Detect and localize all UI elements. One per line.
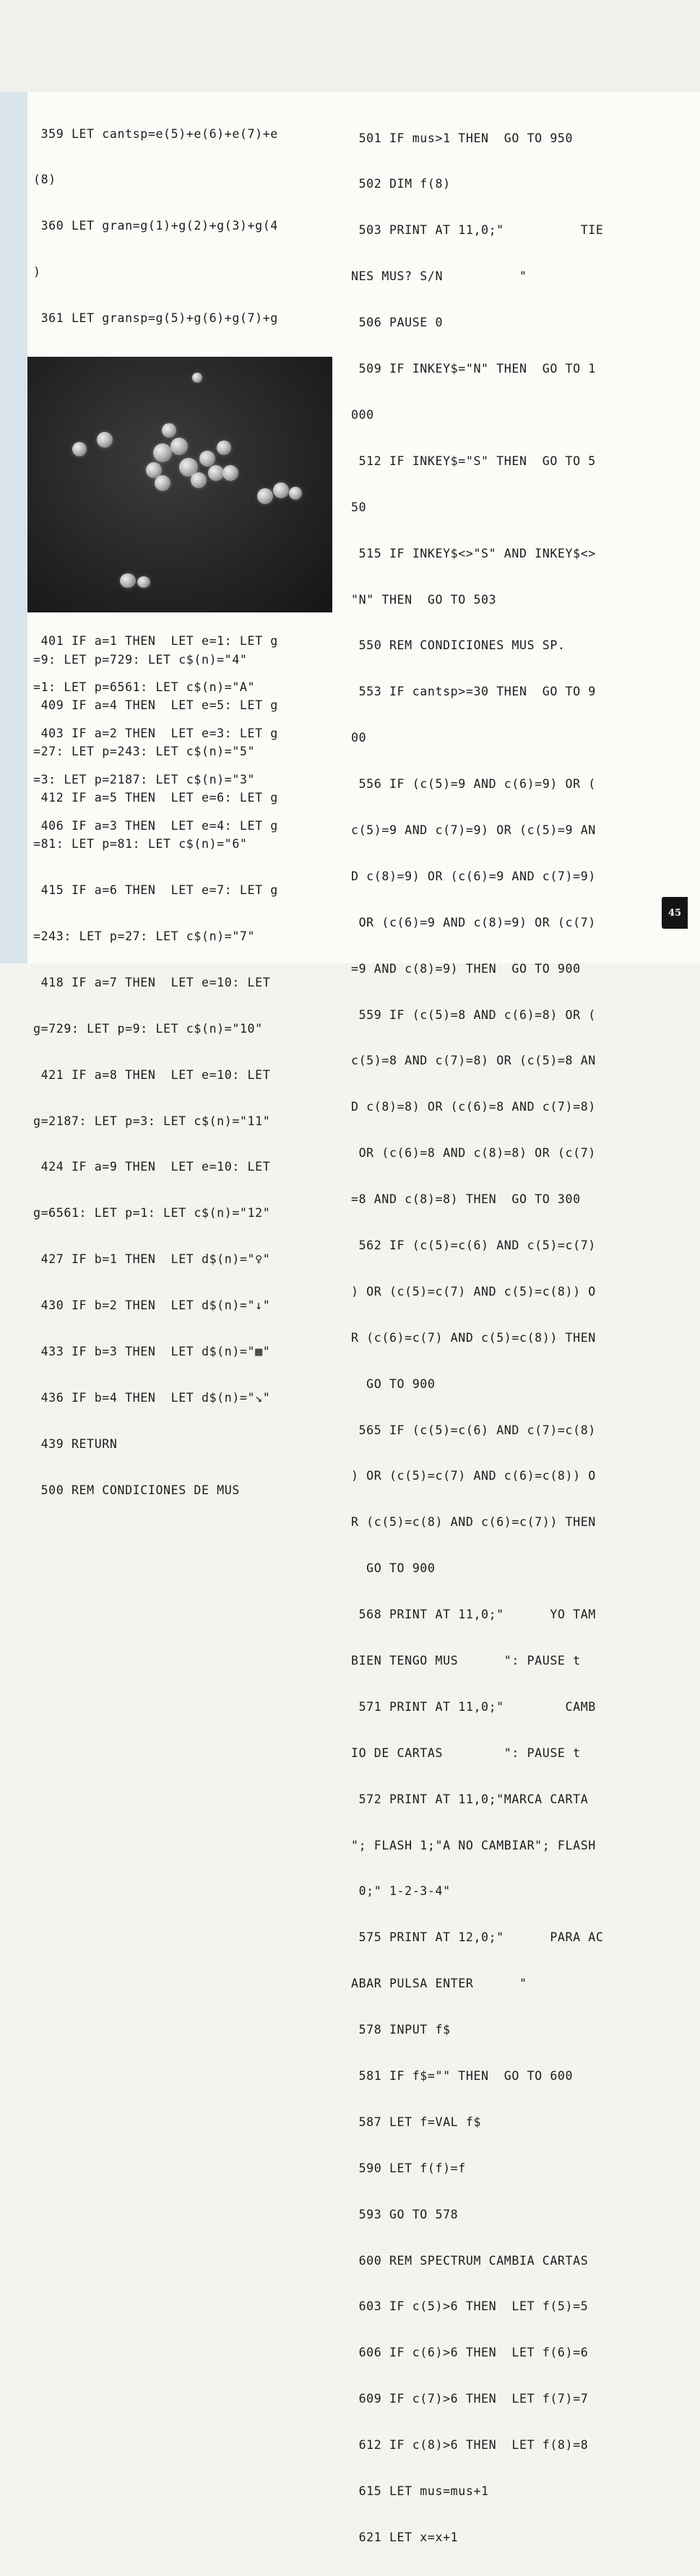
code-line: 433 IF b=3 THEN LET d$(n)="▦" [33, 1344, 271, 1358]
code-line: 50 [351, 500, 367, 514]
code-line: 412 IF a=5 THEN LET e=6: LET g [33, 791, 278, 805]
photo-shape [273, 482, 289, 498]
code-line: 361 LET gransp=g(5)+g(6)+g(7)+g [33, 311, 278, 326]
code-line: 401 IF a=1 THEN LET e=1: LET g [33, 634, 278, 649]
photo-shape [162, 423, 176, 438]
code-line: 593 GO TO 578 [351, 2207, 459, 2221]
code-line: 000 [351, 407, 374, 422]
code-line: 587 LET f=VAL f$ [351, 2115, 482, 2129]
code-line: c(5)=8 AND c(7)=8) OR (c(5)=8 AN [351, 1054, 596, 1068]
code-line: 612 IF c(8)>6 THEN LET f(8)=8 [351, 2438, 589, 2453]
code-line: 415 IF a=6 THEN LET e=7: LET g [33, 883, 278, 898]
code-line: 360 LET gran=g(1)+g(2)+g(3)+g(4 [33, 219, 278, 233]
code-line: 550 REM CONDICIONES MUS SP. [351, 638, 566, 653]
code-line: 409 IF a=4 THEN LET e=5: LET g [33, 698, 278, 713]
code-line: OR (c(6)=8 AND c(8)=8) OR (c(7) [351, 1146, 596, 1161]
code-line: 427 IF b=1 THEN LET d$(n)="♀" [33, 1252, 271, 1267]
code-line: 509 IF INKEY$="N" THEN GO TO 1 [351, 362, 596, 376]
code-line: 559 IF (c(5)=8 AND c(6)=8) OR ( [351, 1007, 596, 1022]
code-line: BIEN TENGO MUS ": PAUSE t [351, 1653, 581, 1668]
code-line: 572 PRINT AT 11,0;"MARCA CARTA [351, 1792, 589, 1806]
code-line: 502 DIM f(8) [351, 177, 451, 191]
code-line: c(5)=9 AND c(7)=9) OR (c(5)=9 AN [351, 823, 596, 837]
code-line: 600 REM SPECTRUM CAMBIA CARTAS [351, 2253, 589, 2268]
code-line: ) OR (c(5)=c(7) AND c(5)=c(8)) O [351, 1284, 596, 1298]
code-line: ) [33, 265, 41, 279]
photo-shape [155, 475, 170, 491]
photo-shape [137, 576, 150, 588]
photo-shape [191, 472, 207, 488]
page-number: 45 [662, 897, 688, 929]
code-line: 403 IF a=2 THEN LET e=3: LET g [33, 727, 278, 741]
code-line: 615 LET mus=mus+1 [351, 2484, 489, 2499]
photo-shape [192, 373, 202, 383]
code-line: =9: LET p=729: LET c$(n)="4" [33, 652, 248, 667]
code-line: =8 AND c(8)=8) THEN GO TO 300 [351, 1192, 581, 1207]
photo-shape [208, 465, 224, 481]
code-line: =243: LET p=27: LET c$(n)="7" [33, 929, 256, 943]
code-line: g=6561: LET p=1: LET c$(n)="12" [33, 1206, 271, 1220]
code-line: =1: LET p=6561: LET c$(n)="A" [33, 680, 256, 695]
left-margin [0, 92, 27, 963]
code-line: 565 IF (c(5)=c(6) AND c(7)=c(8) [351, 1423, 596, 1437]
code-line: ) OR (c(5)=c(7) AND c(6)=c(8)) O [351, 1469, 596, 1483]
code-line: 621 LET x=x+1 [351, 2530, 459, 2544]
code-line: GO TO 900 [351, 1376, 436, 1391]
photo-shape [257, 488, 273, 504]
code-line: D c(8)=8) OR (c(6)=8 AND c(7)=8) [351, 1100, 596, 1114]
photo-shape [199, 451, 215, 467]
code-line: R (c(5)=c(8) AND c(6)=c(7)) THEN [351, 1515, 596, 1530]
code-line: (8) [33, 173, 56, 187]
code-line: OR (c(6)=9 AND c(8)=9) OR (c(7) [351, 915, 596, 929]
code-line: 562 IF (c(5)=c(6) AND c(5)=c(7) [351, 1238, 596, 1252]
code-line: 575 PRINT AT 12,0;" PARA AC [351, 1930, 604, 1945]
right-code-column [351, 100, 691, 2576]
photo-shape [217, 441, 231, 455]
top-margin [0, 0, 700, 92]
code-line: 500 REM CONDICIONES DE MUS [33, 1483, 240, 1497]
code-line: 418 IF a=7 THEN LET e=10: LET [33, 975, 271, 989]
code-line: 421 IF a=8 THEN LET e=10: LET [33, 1067, 271, 1082]
code-line: 571 PRINT AT 11,0;" CAMB [351, 1699, 596, 1714]
photo-image [27, 357, 332, 612]
code-line: "N" THEN GO TO 503 [351, 592, 497, 607]
code-line: 406 IF a=3 THEN LET e=4: LET g [33, 818, 278, 833]
code-line: 581 IF f$="" THEN GO TO 600 [351, 2069, 574, 2083]
code-line: 501 IF mus>1 THEN GO TO 950 [351, 131, 574, 145]
code-line: 359 LET cantsp=e(5)+e(6)+e(7)+e [33, 126, 278, 141]
code-line: GO TO 900 [351, 1561, 436, 1576]
code-line: 436 IF b=4 THEN LET d$(n)="↘" [33, 1390, 271, 1405]
code-line: =3: LET p=2187: LET c$(n)="3" [33, 773, 256, 787]
left-code-column-continued [33, 621, 278, 1529]
code-line: 512 IF INKEY$="S" THEN GO TO 5 [351, 454, 596, 468]
photo-shape [97, 432, 113, 448]
code-line: 430 IF b=2 THEN LET d$(n)="↓" [33, 1298, 271, 1313]
code-line: =81: LET p=81: LET c$(n)="6" [33, 837, 248, 851]
code-line: 506 PAUSE 0 [351, 316, 444, 330]
photo-shape [289, 487, 302, 500]
photo-shape [120, 573, 136, 588]
code-line: 609 IF c(7)>6 THEN LET f(7)=7 [351, 2392, 589, 2406]
magazine-page [27, 92, 700, 2544]
code-line: NES MUS? S/N " [351, 269, 527, 284]
code-line: ABAR PULSA ENTER " [351, 1977, 527, 1991]
code-line: 00 [351, 731, 367, 745]
code-line: 424 IF a=9 THEN LET e=10: LET [33, 1160, 271, 1174]
photo-shape [222, 465, 238, 481]
code-line: g=2187: LET p=3: LET c$(n)="11" [33, 1114, 271, 1128]
code-line: 556 IF (c(5)=9 AND c(6)=9) OR ( [351, 777, 596, 792]
code-line: 515 IF INKEY$<>"S" AND INKEY$<> [351, 546, 596, 560]
code-line: g=729: LET p=9: LET c$(n)="10" [33, 1021, 263, 1036]
code-line: IO DE CARTAS ": PAUSE t [351, 1745, 581, 1760]
code-line: 578 INPUT f$ [351, 2023, 451, 2037]
code-line: =9 AND c(8)=9) THEN GO TO 900 [351, 961, 581, 976]
code-line: 603 IF c(5)>6 THEN LET f(5)=5 [351, 2299, 589, 2314]
code-line: =27: LET p=243: LET c$(n)="5" [33, 745, 256, 759]
code-line: 606 IF c(6)>6 THEN LET f(6)=6 [351, 2346, 589, 2360]
photo-shape [153, 443, 172, 462]
code-line: 439 RETURN [33, 1436, 118, 1451]
photo-shape [72, 442, 87, 456]
code-line: 0;" 1-2-3-4" [351, 1884, 451, 1899]
code-line: 503 PRINT AT 11,0;" TIE [351, 223, 604, 238]
code-line: "; FLASH 1;"A NO CAMBIAR"; FLASH [351, 1838, 596, 1852]
code-line: 568 PRINT AT 11,0;" YO TAM [351, 1608, 596, 1622]
code-line: D c(8)=9) OR (c(6)=9 AND c(7)=9) [351, 869, 596, 883]
photo-shape [170, 438, 188, 455]
code-line: 590 LET f(f)=f [351, 2161, 466, 2175]
code-line: R (c(6)=c(7) AND c(5)=c(8)) THEN [351, 1330, 596, 1345]
code-line: 553 IF cantsp>=30 THEN GO TO 9 [351, 685, 596, 699]
